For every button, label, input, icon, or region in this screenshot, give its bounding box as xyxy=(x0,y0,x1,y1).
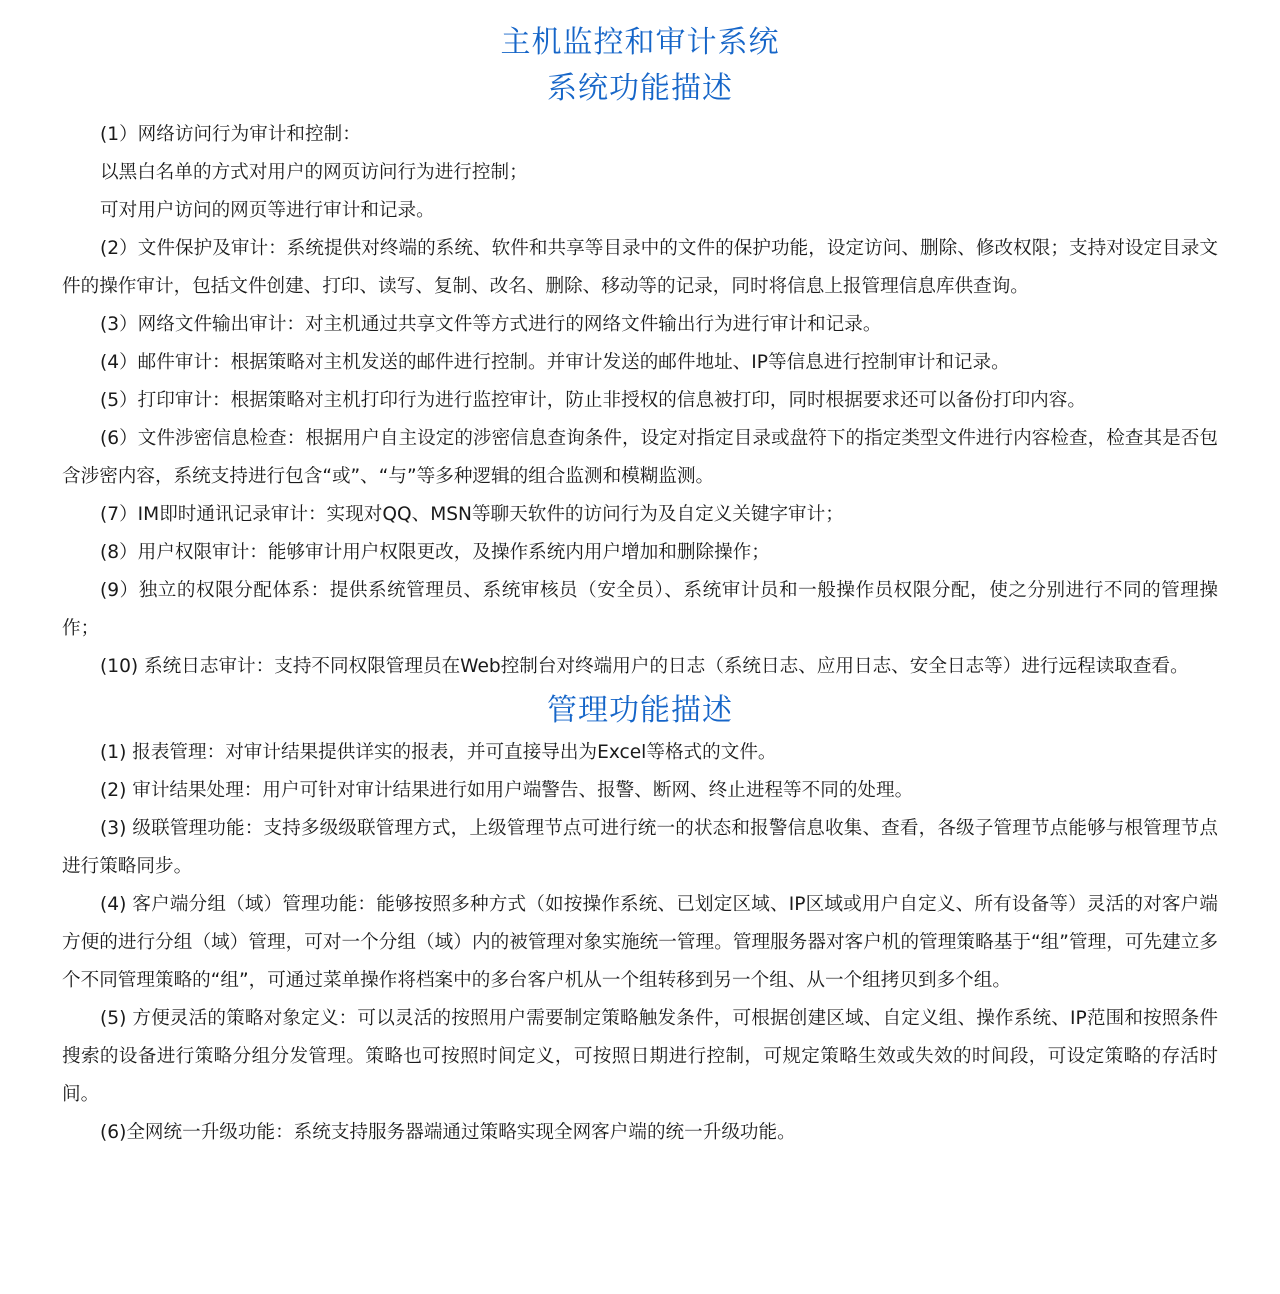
paragraph: (1) 报表管理：对审计结果提供详实的报表，并可直接导出为Excel等格式的文件。 xyxy=(100,742,777,763)
paragraph: 以黑白名单的方式对用户的网页访问行为进行控制； xyxy=(100,162,528,183)
paragraph: (2）文件保护及审计：系统提供对终端的系统、软件和共享等目录中的文件的保护功能，设定访问、删除、修改权限；支持对设定目录文件的操作审计，包括文件创建、打印、读写、复制、改名、删除、移动等的记录，同时将信息上报管理信息库供查询。 xyxy=(62,238,1218,297)
paragraph: (3）网络文件输出审计：对主机通过共享文件等方式进行的网络文件输出行为进行审计和记录。 xyxy=(100,314,882,335)
paragraph: (2) 审计结果处理：用户可针对审计结果进行如用户端警告、报警、断网、终止进程等不同的处理。 xyxy=(100,780,914,801)
paragraph: 可对用户访问的网页等进行审计和记录。 xyxy=(100,200,435,221)
page-title: 主机监控和审计系统 xyxy=(500,25,780,60)
management-feature-list xyxy=(62,734,1218,1152)
paragraph: (6）文件涉密信息检查：根据用户自主设定的涉密信息查询条件，设定对指定目录或盘符下的指定类型文件进行内容检查，检查其是否包含涉密内容，系统支持进行包含“或”、“与”等多种逻辑的组合监测和模糊监测。 xyxy=(62,428,1218,487)
management-section-title: 管理功能描述 xyxy=(547,693,733,728)
paragraph: (4) 客户端分组（域）管理功能：能够按照多种方式（如按操作系统、已划定区域、IP区域或用户自定义、所有设备等）灵活的对客户端方便的进行分组（域）管理，可对一个分组（域）内的被管理对象实施统一管理。管理服务器对客户机的管理策略基于“组”管理，可先建立多个不同管理策略的“组”，可通过菜单操作将档案中的多台客户机从一个组转移到另一个组、从一个组拷贝到多个组。 xyxy=(62,894,1218,991)
paragraph: (9）独立的权限分配体系：提供系统管理员、系统审核员（安全员）、系统审计员和一般操作员权限分配，使之分别进行不同的管理操作； xyxy=(62,580,1218,639)
paragraph: (7）IM即时通讯记录审计：实现对QQ、MSN等聊天软件的访问行为及自定义关键字审计； xyxy=(100,504,844,525)
system-section-title: 系统功能描述 xyxy=(547,71,733,106)
paragraph: (3) 级联管理功能：支持多级级联管理方式，上级管理节点可进行统一的状态和报警信息收集、查看，各级子管理节点能够与根管理节点进行策略同步。 xyxy=(62,818,1218,877)
system-feature-list xyxy=(62,116,1218,686)
paragraph: (1）网络访问行为审计和控制： xyxy=(100,124,361,145)
paragraph: (4）邮件审计：根据策略对主机发送的邮件进行控制。并审计发送的邮件地址、IP等信息进行控制审计和记录。 xyxy=(100,352,1010,373)
paragraph: (5）打印审计：根据策略对主机打印行为进行监控审计，防止非授权的信息被打印，同时根据要求还可以备份打印内容。 xyxy=(100,390,1086,411)
paragraph: (8）用户权限审计：能够审计用户权限更改，及操作系统内用户增加和删除操作； xyxy=(100,542,770,563)
paragraph: (6)全网统一升级功能：系统支持服务器端通过策略实现全网客户端的统一升级功能。 xyxy=(100,1122,796,1143)
paragraph: (5) 方便灵活的策略对象定义：可以灵活的按照用户需要制定策略触发条件，可根据创建区域、自定义组、操作系统、IP范围和按照条件搜索的设备进行策略分组分发管理。策略也可按照时间定义，可按照日期进行控制，可规定策略生效或失效的时间段，可设定策略的存活时间。 xyxy=(62,1008,1218,1105)
paragraph: (10) 系统日志审计：支持不同权限管理员在Web控制台对终端用户的日志（系统日志、应用日志、安全日志等）进行远程读取查看。 xyxy=(100,656,1189,677)
